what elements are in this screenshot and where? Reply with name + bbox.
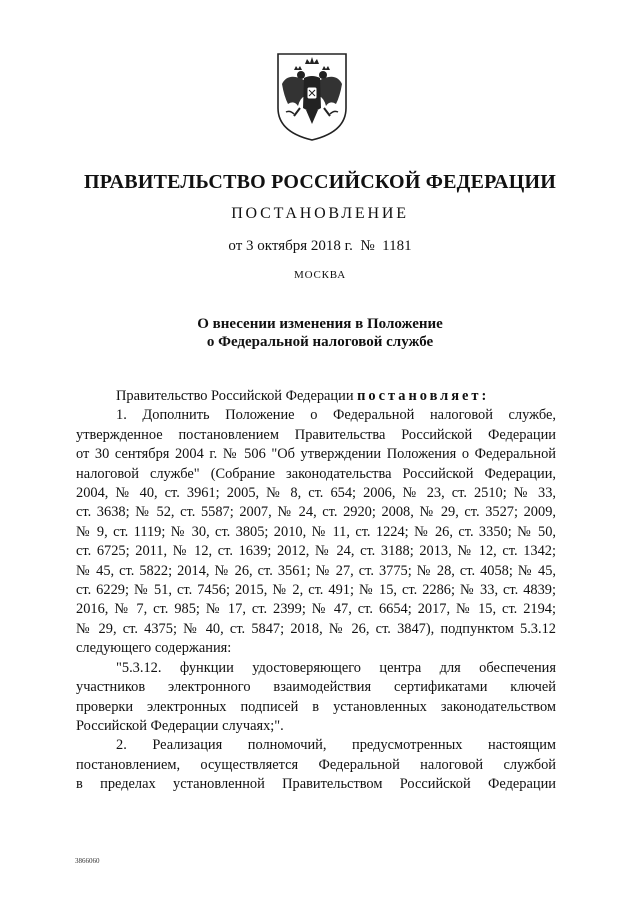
- paragraph-line: № 29, ст. 4375; № 40, ст. 5847; 2018, № 26, ст. 3847), подпунктом 5.3.12: [76, 620, 556, 637]
- paragraph-line: от 30 сентября 2004 г. № 506 "Об утверждении Положения о Федеральной: [76, 446, 556, 463]
- paragraph-line: 1. Дополнить Положение о Федеральной налоговой службе,: [116, 407, 556, 424]
- coat-of-arms-icon: [274, 50, 350, 142]
- quote-line: проверки электронных подписей в установленных законодательством: [76, 698, 556, 715]
- preamble: [76, 387, 556, 406]
- document-type: ПОСТАНОВЛЕНИЕ: [231, 205, 409, 222]
- paragraph-line: № 45, ст. 5822; 2014, № 26, ст. 3561; № 27, ст. 3775; № 28, ст. 4058; № 45,: [76, 562, 556, 579]
- quote-line: Российской Федерации случаях;".: [76, 717, 284, 734]
- paragraph-line: 2004, № 40, ст. 3961; 2005, № 8, ст. 654; 2006, № 23, ст. 2510; № 33,: [76, 485, 556, 502]
- paragraph-line: 2016, № 7, ст. 985; № 17, ст. 2399; № 47, ст. 6654; 2017, № 15, ст. 2194;: [76, 601, 556, 618]
- document-city: МОСКВА: [294, 269, 346, 281]
- paragraph-line: налоговой службе" (Собрание законодательства Российской Федерации,: [76, 465, 556, 482]
- paragraph-line: утвержденное постановлением Правительства Российской Федерации: [76, 426, 556, 443]
- paragraph-line: следующего содержания:: [76, 640, 232, 657]
- preamble-keyword: постановляет:: [357, 388, 490, 404]
- paragraph-line: ст. 6229; № 51, ст. 7456; 2015, № 2, ст. 491; № 15, ст. 2286; № 33, ст. 4839;: [76, 582, 556, 599]
- government-title: ПРАВИТЕЛЬСТВО РОССИЙСКОЙ ФЕДЕРАЦИИ: [84, 171, 556, 193]
- paragraph-line: в пределах установленной Правительством Российской Федерации: [76, 776, 556, 793]
- document-date-number: от 3 октября 2018 г. № 1181: [228, 238, 412, 254]
- paragraph-line: № 9, ст. 1119; № 30, ст. 3805; 2010, № 11, ст. 1224; № 26, ст. 3350; № 50,: [76, 523, 556, 540]
- document-body: [76, 387, 556, 795]
- paragraph-line: 2. Реализация полномочий, предусмотренных настоящим: [116, 737, 556, 754]
- quote-line: участников электронного взаимодействия сертификатами ключей: [76, 679, 556, 696]
- document-subject: [0, 315, 640, 351]
- paragraph-line: постановлением, осуществляется Федеральной налоговой службой: [76, 756, 556, 773]
- paragraph-line: ст. 3638; № 52, ст. 5587; 2007, № 24, ст. 2920; 2008, № 29, ст. 3527; 2009,: [76, 504, 556, 521]
- paragraph-line: ст. 6725; 2011, № 12, ст. 1639; 2012, № 24, ст. 3188; 2013, № 12, ст. 1342;: [76, 543, 556, 560]
- subject-line: о Федеральной налоговой службе: [206, 334, 434, 350]
- subject-line: О внесении изменения в Положение: [197, 316, 443, 332]
- quote-line: "5.3.12. функции удостоверяющего центра для обеспечения: [116, 659, 556, 676]
- preamble-text: Правительство Российской Федерации: [116, 388, 358, 404]
- document-code: 3866060: [75, 857, 100, 865]
